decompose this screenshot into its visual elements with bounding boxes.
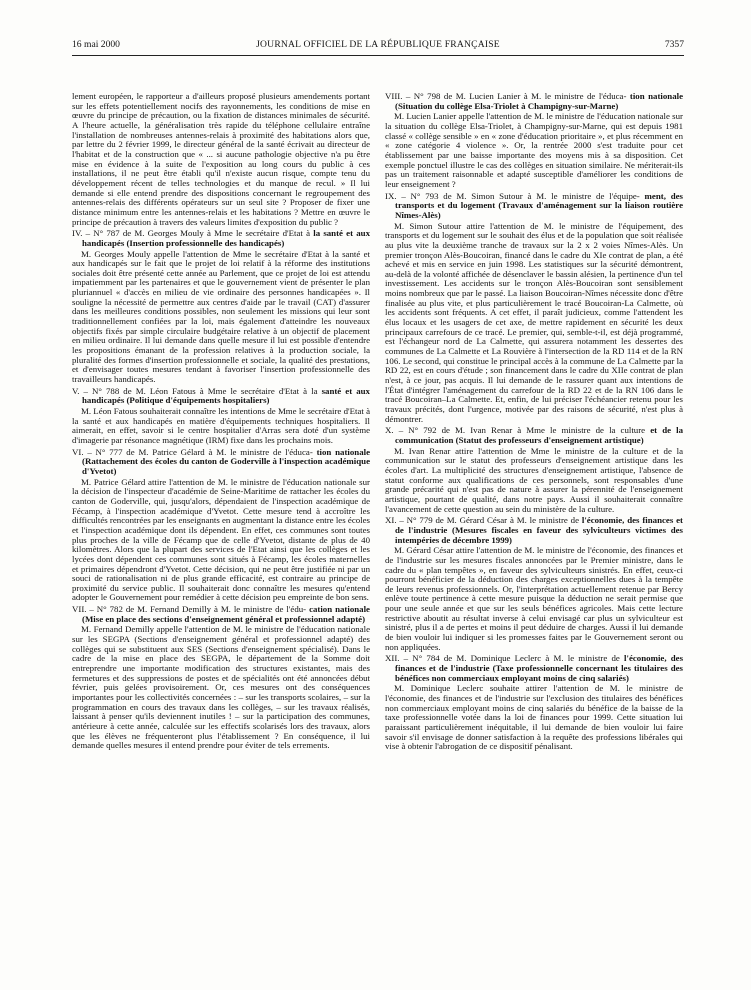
question-heading xyxy=(385,192,683,221)
question-heading xyxy=(385,654,683,683)
question-body: M. Simon Sutour attire l'attention de M. le ministre de l'équipement, des transports et du logement sur le souhait des élus et de la population que soit réalisée au plus vite la deuxième tranche de travaux sur la 2 x 2 voies Nîmes-Alès. Un premier tronçon Alès-Boucoiran, financé dans le cadre du XIe contrat de plan, a été achevé et mis en service en juin 1998. Les statistiques sur la sécurité démontrent, au-delà de la volonté affichée de désenclaver le bassin alésien, la pertinence d'un tel investissement. Les accidents sur le tronçon Alès-Boucoiran sont sensiblement moins nombreux que par le passé. La liaison Boucoiran-Nîmes nécessite donc d'être finalisée au plus vite, et plus particulièrement le tracé Boucoiran-La Calmette, où les accidents sont fréquents. A cet effet, il paraît judicieux, comme l'attendent les élus locaux et les usagers de cet axe, de mettre rapidement en sécurité les deux principaux carrefours de ce tracé. Le premier, qui, semble-t-il, est déjà programmé, est l'échangeur nord de La Calmette, qui assurera notamment les dessertes des communes de La Calmette et La Rouvière à l'intersection de la RD 114 et de la RN 106. Le second, qui constitue le principal accès à la commune de La Calmette par la RD 22, est en cours d'étude ; son financement dans le cadre du XIIe contrat de plan n'est, à ce jour, pas acquis. Il lui demande de le rassurer quant aux intentions de l'État d'intégrer l'aménagement du carrefour de la RD 22 et de la RN 106 dans le tracé Boucoiran–La Calmette. Et, enfin, de lui préciser l'échéancier retenu pour les travaux précités, dont l'urgence, motivée par des raisons de sécurité, n'est plus à démontrer. xyxy=(385,220,683,424)
header-page-number: 7357 xyxy=(664,39,684,50)
question-title: tion nationale (Rattachement des écoles du canton de Goderville à l'inspection académique d'Yvetot) xyxy=(82,446,370,476)
question-heading xyxy=(72,387,370,406)
question-title: cation nationale (Mise en place des sections d'enseignement général et professionnel adapté) xyxy=(82,604,370,624)
question-title: santé et aux handicapés (Politique d'équipements hospitaliers) xyxy=(82,385,370,406)
question-body: M. Lucien Lanier appelle l'attention de M. le ministre de l'éducation nationale sur la situation du collège Elsa-Triolet, à Champigny-sur-Marne, qui est depuis 1981 classé « collège sensible » en « zone d'éducation prioritaire », et plus récemment en « zone catégorie 4 violence ». Or, la rentrée 2000 s'est traduite pour cet établissement par une baisse importante des moyens mis à sa disposition. Cet exemple ponctuel illustre le cas des collèges en situation similaire. Ne mériterait-ils pas un traitement raisonnable et adapté susceptible d'améliorer les conditions de leur enseignement ? xyxy=(385,111,683,189)
question-heading xyxy=(385,92,683,111)
header-rule xyxy=(72,55,684,56)
question-title: l'économie, des finances et de l'industrie (Taxe professionnelle concernant les titulaires des bénéfices non commerciaux employant moins de cinq salariés) xyxy=(395,653,684,683)
question-body: M. Gérard César attire l'attention de M. le ministre de l'économie, des finances et de l'industrie sur les mesures fiscales annoncées par le Premier ministre, dans le cadre du « plan tempêtes », en faveur des sylviculteurs sinistrés. En effet, ceux-ci pourront bénéficier de la déduction des charges exceptionnelles dues à la tempête de leurs revenus professionnels. Or, l'interprétation actuellement retenue par Bercy enlève toute pertinence à cette mesure puisque la déduction ne serait permise que pour une seule année et que sur les seuls bénéfices agricoles. Mais cette lecture restrictive aboutit au résultat inverse à celui envisagé car plus un sylviculteur est sinistré, plus il a de pertes et moins il peut déduire de charges. Aussi il lui demande de bien vouloir lui indiquer si les promesses faites par le Gouvernement seront ou non appliquées. xyxy=(385,545,683,652)
question-body: M. Fernand Demilly appelle l'attention de M. le ministre de l'éducation nationale sur les SEGPA (Sections d'enseignement général et professionnel adapté) des collèges qui se substituent aux SES (Sections d'enseignement spécialisé). Dans le cadre de la mise en place des SEGPA, le département de la Somme doit entreprendre une importante modification des structures existantes, mais des fermetures et des suppressions de postes et de spécialités ont été annoncées début février, puis gelées provisoirement. Or, ces mesures ont des conséquences importantes pour les collectivités concernées : – sur les transports scolaires, – sur la programmation en cours des travaux dans les collèges, – sur les travaux réalisés, laissant à penser qu'ils deviennent inutiles ! – sur la participation des communes, antérieure à cette année, calculée sur les effectifs scolarisés lors des travaux, alors que les élèves ne fréquenteront plus l'établissement ? En conséquence, il lui demande quelles mesures il entend prendre pour éviter de tels errements. xyxy=(72,624,370,751)
header-journal-title: JOURNAL OFFICIEL DE LA RÉPUBLIQUE FRANÇAISE xyxy=(256,39,500,50)
question-number: VIII. – N° 798 de M. Lucien Lanier à M. le ministre de l'éduca- xyxy=(385,91,627,101)
running-head xyxy=(72,39,684,53)
question-title: la santé et aux handicapés (Insertion professionnelle des handicapés) xyxy=(82,228,371,248)
intro-paragraph: lement européen, le rapporteur a d'ailleurs proposé plusieurs amendements portant sur les effets potentiellement nocifs des rayonnements, les conditions de mise en œuvre du principe de précaution, ou la fixation de distances minimales de sécurité. A l'heure actuelle, la généralisation très rapide du téléphone cellulaire entraîne l'installation de nombreuses antennes-relais à proximité des habitations alors que, par lettre du 2 février 1999, le directeur général de la santé écrivait au directeur de l'habitat et de la construction que « ... si aucune pathologie objective n'a pu être mise en évidence à la suite de l'exposition au long cours du public à ces installations, il ne peut être établi qu'il n'existe aucun risque, compte tenu du développement récent de telles technologies et du manque de recul. » Il lui demande si elle entend prendre des dispositions concernant le regroupement des antennes-relais des différents opérateurs sur un seul site ? Proposer de fixer une distance minimum entre les antennes-relais et les habitations ? Mettre en œuvre le principe de précaution à travers des valeurs limites d'exposition du public ? xyxy=(72,91,370,227)
question-number: VII. – N° 782 de M. Fernand Demilly à M. le ministre de l'édu- xyxy=(72,604,307,615)
question-title: tion nationale (Situation du collège Elsa-Triolet à Champigny-sur-Marne) xyxy=(395,91,683,111)
question-title: et de la communication (Statut des professeurs d'enseignement artistique) xyxy=(395,425,684,445)
question-body: M. Léon Fatous souhaiterait connaître les intentions de Mme le secrétaire d'Etat à la santé et aux handicapés en matière d'équipements techniques hospitaliers. Il aimerait, en effet, savoir si le centre hospitalier d'Arras sera doté d'un système d'imagerie par résonance magnétique (IRM) fixe dans les prochains mois. xyxy=(72,406,370,445)
header-date: 16 mai 2000 xyxy=(72,39,120,50)
question-number: XI. – N° 779 de M. Gérard César à M. le ministre de xyxy=(385,515,580,526)
question-title: l'économie, des finances et de l'industrie (Mesures fiscales en faveur des sylviculteurs victimes des intempéries de décembre 1999) xyxy=(395,515,683,545)
question-heading xyxy=(72,605,370,624)
question-heading xyxy=(72,229,370,248)
question-heading xyxy=(385,516,683,545)
question-number: V. – N° 788 de M. Léon Fatous à Mme le secrétaire d'Etat à la xyxy=(72,385,318,396)
question-title: ment, des transports et du logement (Travaux d'aménagement sur la liaison routière Nîmes-Alès) xyxy=(395,190,683,220)
left-column xyxy=(72,92,370,751)
question-heading xyxy=(385,426,683,445)
question-number: VI. – N° 777 de M. Patrice Gélard à M. le ministre de l'éduca- xyxy=(72,446,313,457)
question-number: XII. – N° 784 de M. Dominique Leclerc à M. le ministre de xyxy=(385,653,620,664)
question-number: IX. – N° 793 de M. Simon Sutour à M. le ministre de l'équipe- xyxy=(385,190,640,201)
question-body: M. Ivan Renar attire l'attention de Mme le ministre de la culture et de la communication sur le statut des professeurs d'enseignement artistique dans les écoles d'art. La multiplicité des structures d'enseignement artistique, l'absence de statut conforme aux qualifications de ces personnels, sont responsables d'une grande précarité qui n'est pas de nature à assurer la pérennité de l'enseignement artistique, pourtant de qualité, dans notre pays. Aussi il souhaiterait connaître l'avancement de cette question au sein du ministère de la culture. xyxy=(385,445,683,514)
question-body: M. Georges Mouly appelle l'attention de Mme le secrétaire d'Etat à la santé et aux handicapés sur le fait que le projet de loi relatif à la réforme des institutions sociales doit être présenté cette année au Parlement, que ce projet de loi est attendu impatiemment par les partenaires et que le gouvernement vient de présenter le plan pluriannuel « d'accès en milieu de vie ordinaire des personnes handicapées ». Il souligne la nécessité de permettre aux centres d'aide par le travail (CAT) d'assurer dans les meilleures conditions possibles, non seulement les missions qui leur sont traditionnellement confiées par la loi, mais également d'atteindre les nouveaux objectifs fixés par simple circulaire budgétaire relative à un objectif de placement en milieu ordinaire. Il lui demande dans quelle mesure il lui est possible d'entendre les propositions émanant de la profession relatives à la production sociale, la pluralité des formes d'insertion professionnelle et sociale, la qualité des prestations, et d'envisager toutes mesures tendant à favoriser l'insertion professionnelle des travailleurs handicapés. xyxy=(72,248,370,385)
right-column xyxy=(385,92,683,752)
question-number: X. – N° 792 de M. Ivan Renar à Mme le ministre de la culture xyxy=(385,425,646,436)
question-number: IV. – N° 787 de M. Georges Mouly à Mme le secrétaire d'Etat à xyxy=(72,228,311,239)
question-heading xyxy=(72,448,370,477)
question-body: M. Dominique Leclerc souhaite attirer l'attention de M. le ministre de l'économie, des finances et de l'industrie sur l'exclusion des titulaires des bénéfices non commerciaux employant moins de cinq salariés du bénéfice de la baisse de la taxe professionnelle votée dans la loi de finances pour 1999. Cette situation lui paraissant particulièrement inéquitable, il lui demande de bien vouloir lui faire savoir s'il envisage de donner satisfaction à la requête des professions libérales qui vise à obtenir l'abrogation de ce dispositif pénalisant. xyxy=(385,683,683,752)
question-body: M. Patrice Gélard attire l'attention de M. le ministre de l'éducation nationale sur la décision de l'inspecteur d'académie de Seine-Maritime de rattacher les écoles du canton de Goderville, qui, jusqu'alors, dépendaient de l'inspection académique de Fécamp, à l'inspection académique d'Yvetot. Cette mesure tend à accroître les difficultés rencontrées par les enseignants en augmentant la distance entre les écoles et l'inspection académique dont ils dépendent. En effet, ces communes sont toutes plus proches de la ville de Fécamp que de celle d'Yvetot, distante de plus de 40 kilomètres. Alors que la plupart des services de l'Etat ainsi que les collèges et les lycées dont dépendent ces communes sont situés à Fécamp, les écoles maternelles et primaires dépendront d'Yvetot. Cette décision, qui ne peut être justifiée ni par un souci de rationalisation ni de plus grande efficacité, est contraire au principe de proximité du service public. Il souhaiterait donc connaître les mesures qu'entend adopter le Gouvernement pour remédier à cette décision peu empreinte de bon sens. xyxy=(72,476,370,603)
